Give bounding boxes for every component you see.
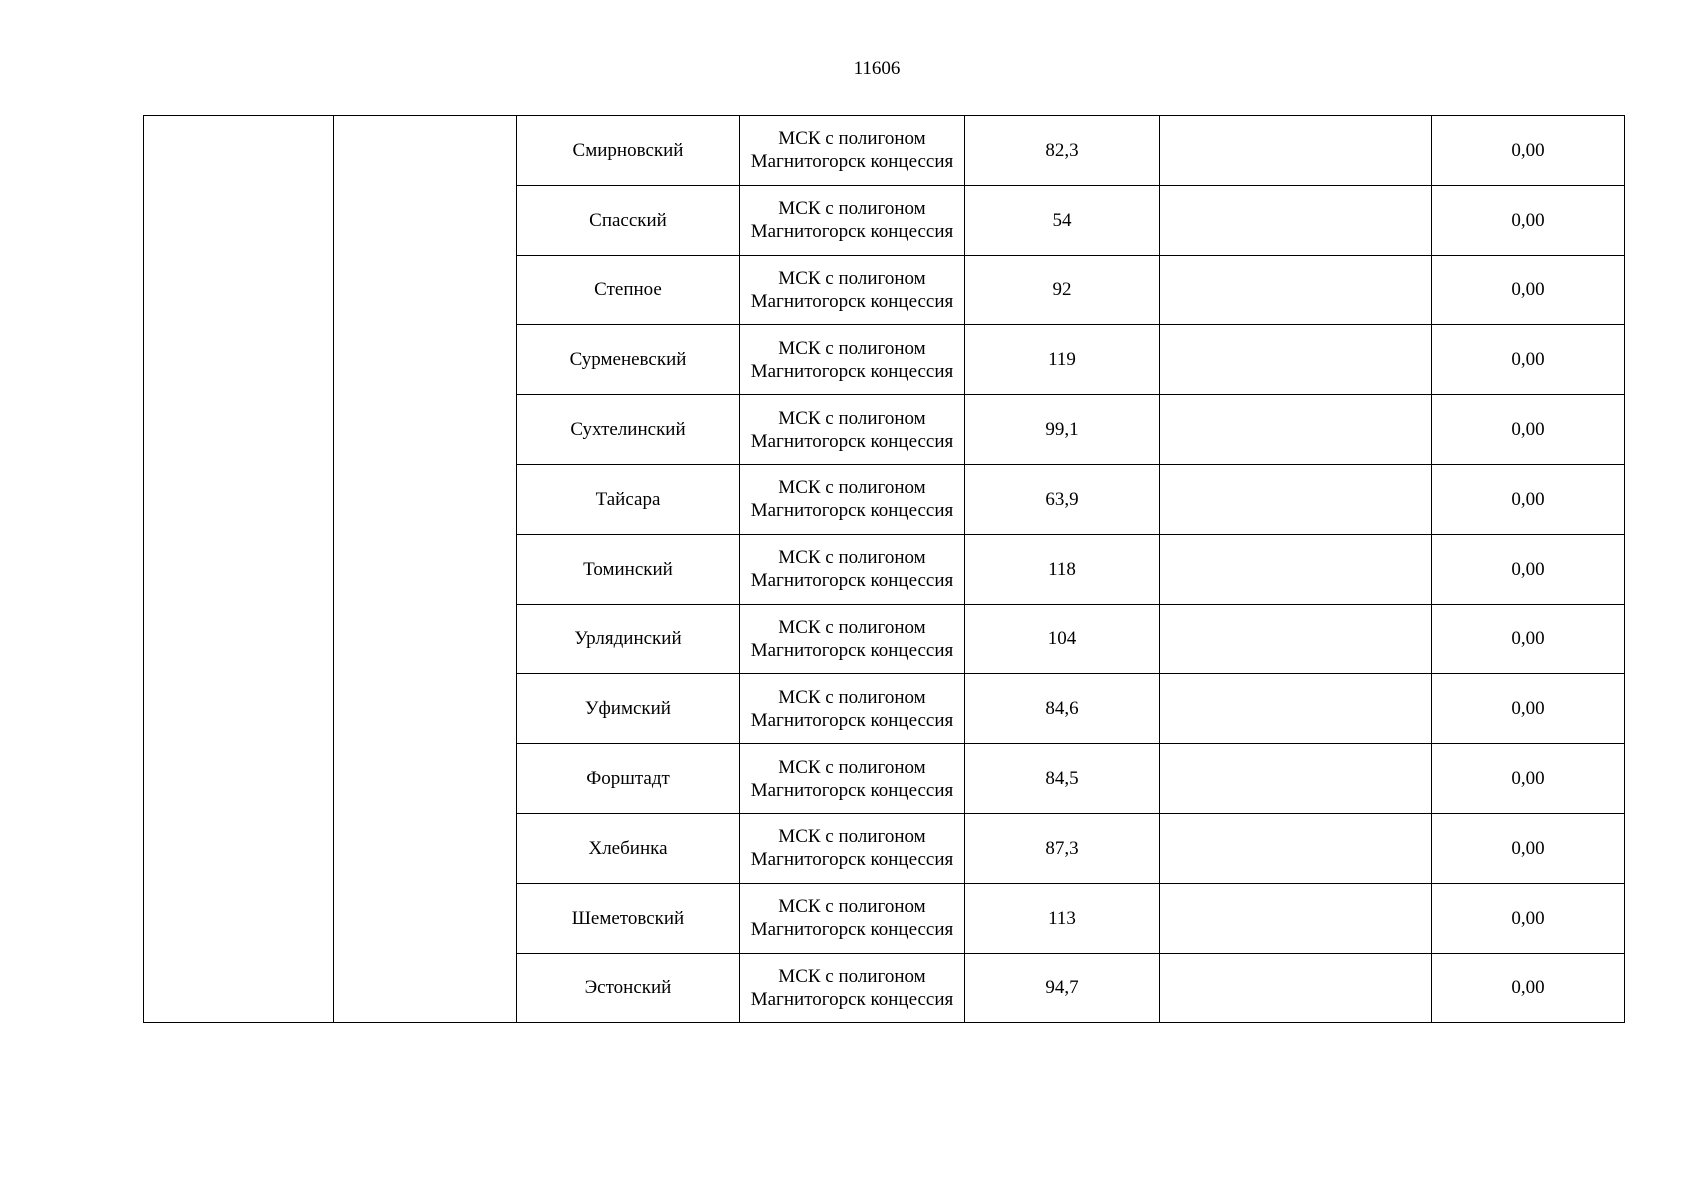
table-row — [144, 116, 1625, 186]
facility-cell: МСК с полигоном Магнитогорск концессия — [740, 464, 965, 534]
value-cell: 82,3 — [965, 116, 1160, 186]
settlements-table — [143, 115, 1625, 1023]
value-cell: 63,9 — [965, 464, 1160, 534]
value-cell: 54 — [965, 185, 1160, 255]
facility-cell: МСК с полигоном Магнитогорск концессия — [740, 116, 965, 186]
empty-cell — [1160, 116, 1432, 186]
facility-cell: МСК с полигоном Магнитогорск концессия — [740, 883, 965, 953]
settlement-cell: Томинский — [517, 534, 740, 604]
facility-cell: МСК с полигоном Магнитогорск концессия — [740, 534, 965, 604]
settlement-cell: Спасский — [517, 185, 740, 255]
amount-cell: 0,00 — [1432, 953, 1625, 1023]
facility-cell: МСК с полигоном Магнитогорск концессия — [740, 255, 965, 325]
facility-cell: МСК с полигоном Магнитогорск концессия — [740, 813, 965, 883]
value-cell: 94,7 — [965, 953, 1160, 1023]
value-cell: 119 — [965, 325, 1160, 395]
empty-cell — [1160, 255, 1432, 325]
facility-cell: МСК с полигоном Магнитогорск концессия — [740, 325, 965, 395]
empty-cell — [1160, 395, 1432, 465]
settlement-cell: Форштадт — [517, 744, 740, 814]
settlement-cell: Эстонский — [517, 953, 740, 1023]
settlement-cell: Степное — [517, 255, 740, 325]
facility-cell: МСК с полигоном Магнитогорск концессия — [740, 953, 965, 1023]
empty-cell — [1160, 883, 1432, 953]
amount-cell: 0,00 — [1432, 325, 1625, 395]
amount-cell: 0,00 — [1432, 604, 1625, 674]
page-number: 11606 — [853, 58, 901, 79]
facility-cell: МСК с полигоном Магнитогорск концессия — [740, 604, 965, 674]
amount-cell: 0,00 — [1432, 464, 1625, 534]
empty-cell — [1160, 185, 1432, 255]
amount-cell: 0,00 — [1432, 116, 1625, 186]
empty-cell — [1160, 534, 1432, 604]
value-cell: 118 — [965, 534, 1160, 604]
settlement-cell: Хлебинка — [517, 813, 740, 883]
settlement-cell: Тайсара — [517, 464, 740, 534]
value-cell: 87,3 — [965, 813, 1160, 883]
facility-cell: МСК с полигоном Магнитогорск концессия — [740, 185, 965, 255]
merged-empty-cell-2 — [334, 116, 517, 1023]
value-cell: 113 — [965, 883, 1160, 953]
settlement-cell: Сухтелинский — [517, 395, 740, 465]
empty-cell — [1160, 464, 1432, 534]
amount-cell: 0,00 — [1432, 185, 1625, 255]
table-body — [144, 116, 1625, 1023]
empty-cell — [1160, 744, 1432, 814]
value-cell: 92 — [965, 255, 1160, 325]
facility-cell: МСК с полигоном Магнитогорск концессия — [740, 744, 965, 814]
amount-cell: 0,00 — [1432, 674, 1625, 744]
amount-cell: 0,00 — [1432, 813, 1625, 883]
empty-cell — [1160, 604, 1432, 674]
amount-cell: 0,00 — [1432, 534, 1625, 604]
amount-cell: 0,00 — [1432, 395, 1625, 465]
settlement-cell: Урлядинский — [517, 604, 740, 674]
value-cell: 84,6 — [965, 674, 1160, 744]
settlement-cell: Шеметовский — [517, 883, 740, 953]
value-cell: 99,1 — [965, 395, 1160, 465]
settlement-cell: Сурменевский — [517, 325, 740, 395]
empty-cell — [1160, 674, 1432, 744]
settlement-cell: Смирновский — [517, 116, 740, 186]
facility-cell: МСК с полигоном Магнитогорск концессия — [740, 674, 965, 744]
value-cell: 104 — [965, 604, 1160, 674]
value-cell: 84,5 — [965, 744, 1160, 814]
facility-cell: МСК с полигоном Магнитогорск концессия — [740, 395, 965, 465]
amount-cell: 0,00 — [1432, 883, 1625, 953]
merged-empty-cell-1 — [144, 116, 334, 1023]
amount-cell: 0,00 — [1432, 255, 1625, 325]
empty-cell — [1160, 953, 1432, 1023]
empty-cell — [1160, 325, 1432, 395]
empty-cell — [1160, 813, 1432, 883]
settlement-cell: Уфимский — [517, 674, 740, 744]
amount-cell: 0,00 — [1432, 744, 1625, 814]
